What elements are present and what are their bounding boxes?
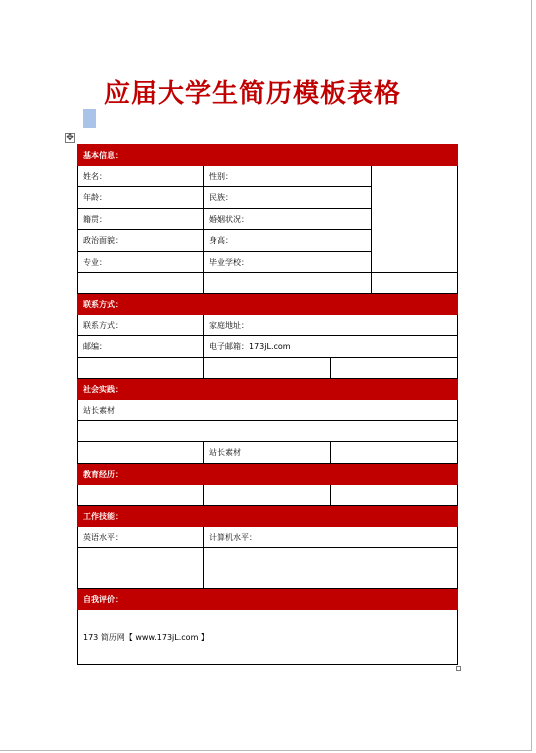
height-cell[interactable]: 身高：: [204, 230, 372, 252]
empty-cell[interactable]: [78, 421, 458, 442]
section-header-basic: [78, 145, 458, 166]
section-header-social: [78, 379, 458, 400]
computer-level-cell[interactable]: 计算机水平：: [204, 527, 458, 548]
school-cell[interactable]: 毕业学校：: [204, 252, 372, 273]
empty-cell[interactable]: [204, 548, 458, 589]
political-status-cell[interactable]: 政治面貌：: [78, 230, 204, 252]
empty-cell[interactable]: [78, 273, 204, 294]
table-row: [78, 421, 458, 442]
empty-cell[interactable]: [204, 358, 331, 379]
name-cell[interactable]: 姓名：: [78, 166, 204, 187]
page-title: 应届大学生简历模板表格: [104, 79, 402, 109]
section-title-contact: 联系方式：: [78, 294, 458, 315]
section-header-education: [78, 464, 458, 485]
table-row: [78, 527, 458, 548]
email-cell[interactable]: 电子邮箱：173jL.com: [204, 336, 458, 358]
section-header-self-eval: [78, 589, 458, 610]
postcode-cell[interactable]: 邮编：: [78, 336, 204, 358]
major-cell[interactable]: 专业：: [78, 252, 204, 273]
section-header-contact: [78, 294, 458, 315]
table-row: [78, 166, 458, 187]
english-level-cell[interactable]: 英语水平：: [78, 527, 204, 548]
empty-cell[interactable]: [331, 358, 458, 379]
address-cell[interactable]: 家庭地址：: [204, 315, 458, 336]
empty-cell[interactable]: [331, 485, 458, 506]
table-row: [78, 358, 458, 379]
empty-cell[interactable]: [204, 273, 372, 294]
table-row: [78, 610, 458, 665]
section-title-self-eval: 自我评价：: [78, 589, 458, 610]
empty-cell[interactable]: [78, 358, 204, 379]
contact-cell[interactable]: 联系方式：: [78, 315, 204, 336]
social-practice-mid-cell[interactable]: 站长素材: [204, 442, 331, 464]
empty-cell[interactable]: [372, 273, 458, 294]
section-title-education: 教育经历：: [78, 464, 458, 485]
text-cursor-selection: [83, 109, 96, 128]
table-row: [78, 336, 458, 358]
empty-cell[interactable]: [78, 485, 204, 506]
section-title-skills: 工作技能：: [78, 506, 458, 527]
section-title-basic: 基本信息：: [78, 145, 458, 166]
resume-table: [77, 144, 458, 665]
empty-cell[interactable]: [78, 442, 204, 464]
table-row: [78, 442, 458, 464]
empty-cell[interactable]: [204, 485, 331, 506]
table-move-handle-icon[interactable]: ✥: [66, 133, 74, 143]
marital-status-cell[interactable]: 婚姻状况：: [204, 209, 372, 230]
table-row: [78, 400, 458, 421]
hometown-cell[interactable]: 籍贯：: [78, 209, 204, 230]
ethnicity-cell[interactable]: 民族：: [204, 187, 372, 209]
gender-cell[interactable]: 性别：: [204, 166, 372, 187]
self-eval-cell[interactable]: 173 简历网【 www.173jL.com 】: [78, 610, 458, 665]
section-title-social: 社会实践：: [78, 379, 458, 400]
table-resize-handle-icon[interactable]: [456, 666, 461, 671]
age-cell[interactable]: 年龄：: [78, 187, 204, 209]
table-row: [78, 273, 458, 294]
table-row: [78, 315, 458, 336]
empty-cell[interactable]: [331, 442, 458, 464]
table-row: [78, 485, 458, 506]
section-header-skills: [78, 506, 458, 527]
empty-cell[interactable]: [78, 548, 204, 589]
social-practice-cell[interactable]: 站长素材: [78, 400, 458, 421]
photo-cell[interactable]: [372, 166, 458, 273]
table-row: [78, 548, 458, 589]
